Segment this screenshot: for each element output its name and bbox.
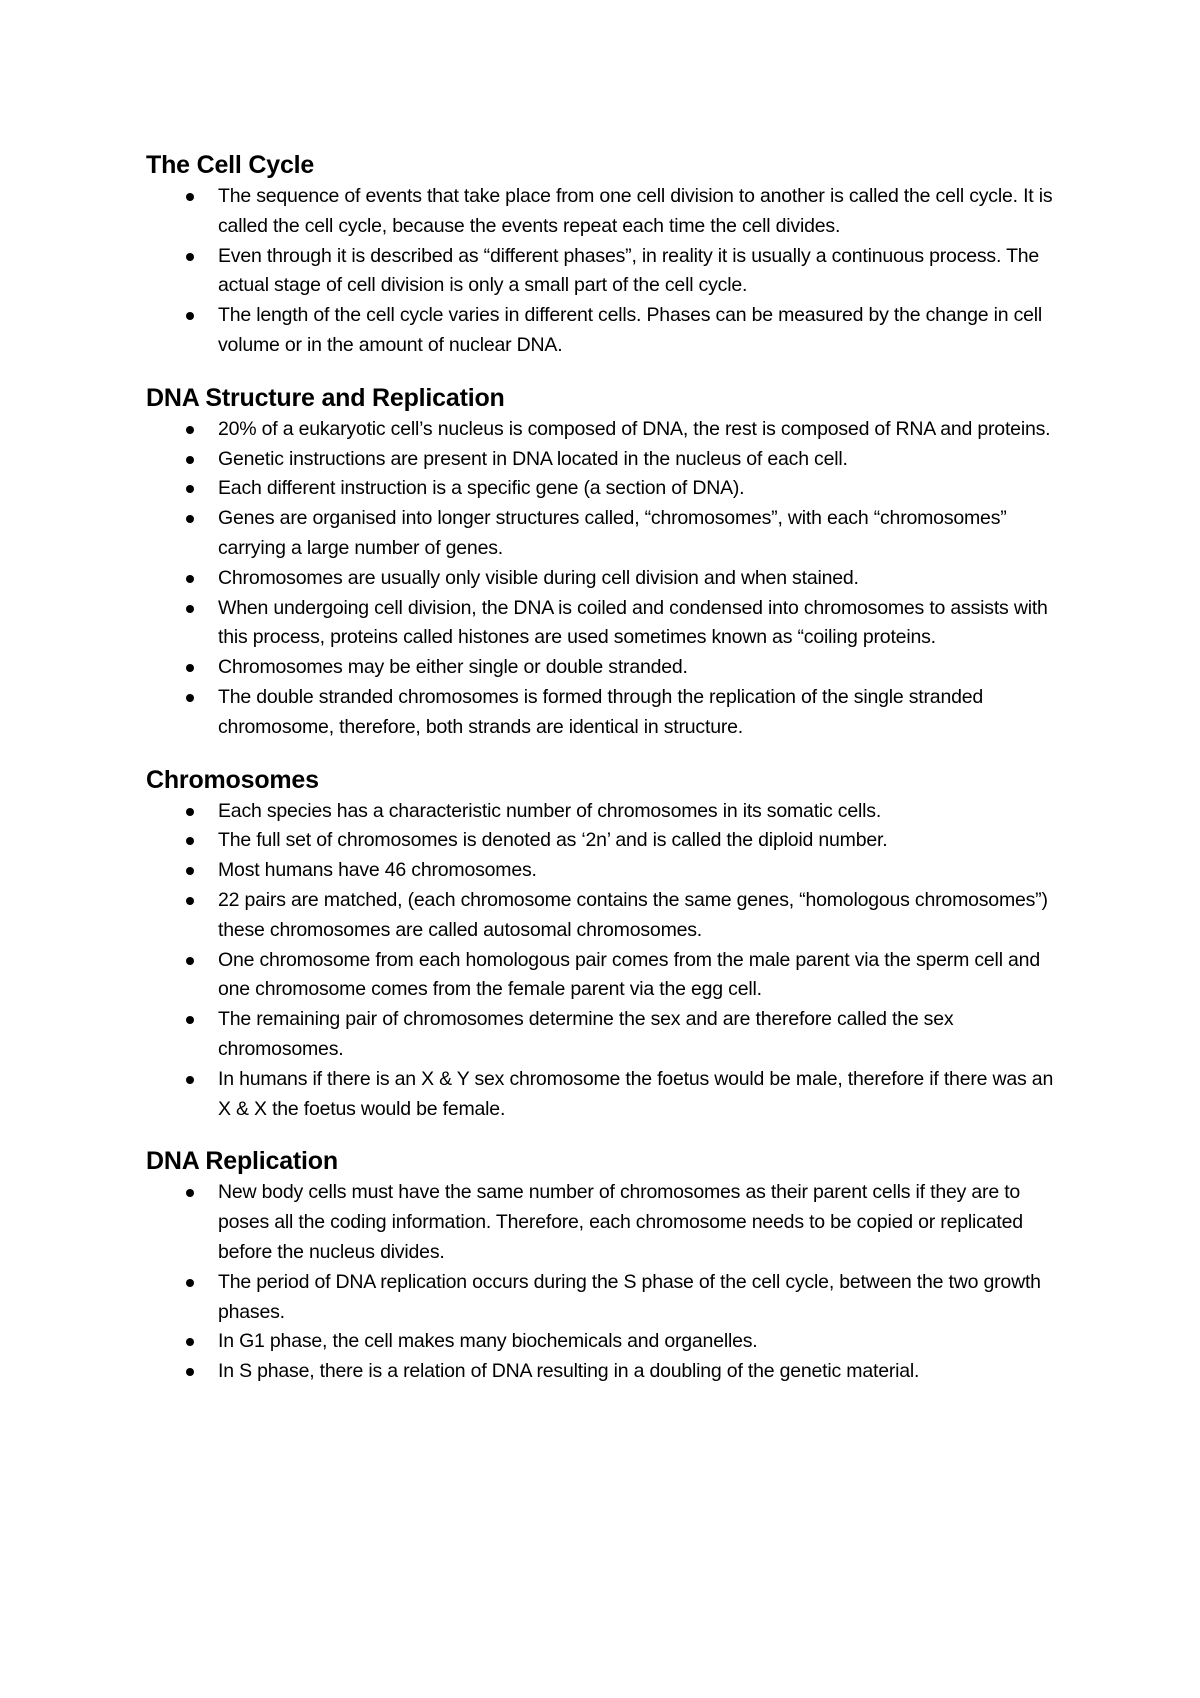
list-item xyxy=(146,1178,1066,1267)
section-title: The Cell Cycle xyxy=(146,151,315,179)
list-item xyxy=(146,1357,1066,1387)
bullet-list xyxy=(146,415,1066,743)
bullet-list xyxy=(146,182,1066,361)
bullet-icon xyxy=(186,694,194,702)
bullet-icon xyxy=(186,867,194,875)
list-item-text: Even through it is described as “different phases”, in reality it is usually a continuous process. The actual stage of cell division is only a small part of the cell cycle. xyxy=(218,244,1040,297)
bullet-icon xyxy=(186,1338,194,1346)
list-item-text: When undergoing cell division, the DNA is coiled and condensed into chromosomes to assists with this process, proteins called histones are used sometimes known as “coiling proteins. xyxy=(218,596,1048,649)
section-chromosomes xyxy=(146,763,1066,1125)
list-item xyxy=(146,564,1066,594)
section-title: DNA Replication xyxy=(146,1147,338,1176)
list-item xyxy=(146,445,1066,475)
section-title: Chromosomes xyxy=(146,765,319,794)
bullet-icon xyxy=(186,312,194,320)
list-item xyxy=(146,826,1066,856)
list-item-text: In humans if there is an X & Y sex chromosome the foetus would be male, therefore if there was an X & X the foetus would be female. xyxy=(218,1067,1054,1120)
bullet-icon xyxy=(186,1368,194,1376)
list-item-text: Chromosomes may be either single or double stranded. xyxy=(218,656,688,679)
list-item xyxy=(146,1268,1066,1328)
list-item-text: In G1 phase, the cell makes many biochemicals and organelles. xyxy=(218,1330,758,1353)
list-item xyxy=(146,653,1066,683)
list-item-text: The sequence of events that take place from one cell division to another is called the cell cycle. It is called the cell cycle, because the events repeat each time the cell divides. xyxy=(218,185,1053,237)
list-item-text: 20% of a eukaryotic cell’s nucleus is composed of DNA, the rest is composed of RNA and proteins. xyxy=(218,417,1051,440)
bullet-icon xyxy=(186,897,194,905)
list-item xyxy=(146,301,1066,361)
list-item-text: The full set of chromosomes is denoted as ‘2n’ and is called the diploid number. xyxy=(218,829,888,852)
bullet-icon xyxy=(186,664,194,672)
bullet-list xyxy=(146,797,1066,1125)
section-title: DNA Structure and Replication xyxy=(146,383,505,412)
bullet-icon xyxy=(186,1016,194,1024)
list-item-text: One chromosome from each homologous pair comes from the male parent via the sperm cell and one chromosome comes from the female parent via the egg cell. xyxy=(218,948,1040,1001)
bullet-icon xyxy=(186,1279,194,1287)
bullet-icon xyxy=(186,426,194,434)
bullet-icon xyxy=(186,605,194,613)
list-item xyxy=(146,886,1066,946)
list-item-text: The double stranded chromosomes is formed through the replication of the single stranded chromosome, therefore, both strands are identical in structure. xyxy=(218,685,984,738)
bullet-icon xyxy=(186,1189,194,1197)
list-item xyxy=(146,856,1066,886)
list-item-text: Chromosomes are usually only visible during cell division and when stained. xyxy=(218,566,859,589)
list-item xyxy=(146,242,1066,302)
list-item xyxy=(146,594,1066,654)
bullet-icon xyxy=(186,575,194,583)
bullet-icon xyxy=(186,485,194,493)
list-item-text: Each species has a characteristic number of chromosomes in its somatic cells. xyxy=(218,799,882,822)
list-item xyxy=(146,474,1066,504)
list-item xyxy=(146,415,1066,445)
bullet-icon xyxy=(186,456,194,464)
list-item-text: The length of the cell cycle varies in different cells. Phases can be measured by the change in cell volume or in the amount of nuclear DNA. xyxy=(218,304,1043,356)
bullet-icon xyxy=(186,837,194,845)
list-item xyxy=(146,797,1066,827)
bullet-icon xyxy=(186,1076,194,1084)
list-item-text: Most humans have 46 chromosomes. xyxy=(218,859,537,882)
bullet-icon xyxy=(186,193,194,201)
section-cell-cycle xyxy=(146,148,1066,361)
list-item xyxy=(146,1065,1066,1125)
list-item xyxy=(146,182,1066,242)
list-item-text: Each different instruction is a specific gene (a section of DNA). xyxy=(218,477,745,500)
list-item xyxy=(146,1327,1066,1357)
section-dna-structure xyxy=(146,381,1066,743)
list-item xyxy=(146,683,1066,743)
document-content xyxy=(146,148,1066,1407)
list-item-text: Genes are organised into longer structures called, “chromosomes”, with each “chromosomes” carrying a large number of genes. xyxy=(218,507,1007,559)
list-item-text: The remaining pair of chromosomes determine the sex and are therefore called the sex chromosomes. xyxy=(218,1008,954,1060)
section-dna-replication xyxy=(146,1144,1066,1387)
list-item xyxy=(146,946,1066,1006)
bullet-icon xyxy=(186,957,194,965)
list-item xyxy=(146,504,1066,564)
list-item-text: The period of DNA replication occurs during the S phase of the cell cycle, between the two growth phases. xyxy=(218,1270,1041,1323)
list-item-text: Genetic instructions are present in DNA located in the nucleus of each cell. xyxy=(218,447,848,470)
bullet-list xyxy=(146,1178,1066,1387)
bullet-icon xyxy=(186,515,194,523)
list-item-text: New body cells must have the same number of chromosomes as their parent cells if they are to poses all the coding information. Therefore, each chromosome needs to be copied or replicated before the nucleus divides. xyxy=(218,1181,1023,1263)
list-item-text: 22 pairs are matched, (each chromosome contains the same genes, “homologous chromosomes”) these chromosomes are called autosomal chromosomes. xyxy=(218,888,1048,941)
list-item-text: In S phase, there is a relation of DNA resulting in a doubling of the genetic material. xyxy=(218,1360,920,1383)
bullet-icon xyxy=(186,808,194,816)
list-item xyxy=(146,1005,1066,1065)
bullet-icon xyxy=(186,253,194,261)
